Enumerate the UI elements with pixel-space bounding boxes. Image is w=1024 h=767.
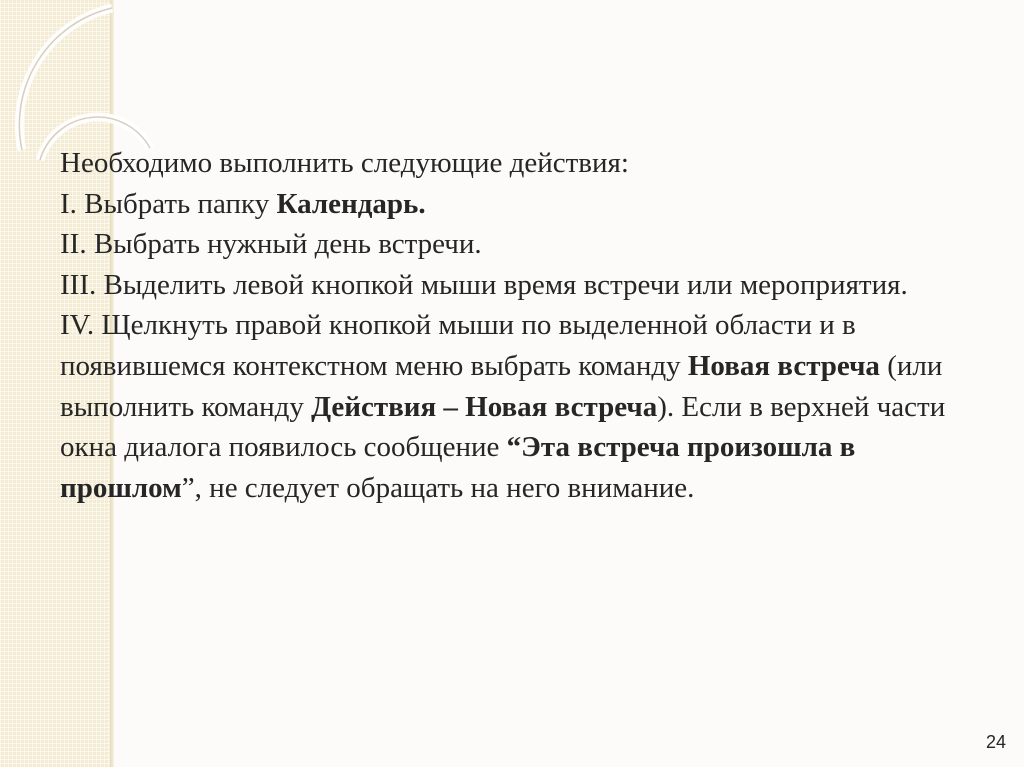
actions-new-meeting-term: Действия – Новая встреча <box>311 390 658 423</box>
new-meeting-term: Новая встреча <box>687 349 880 382</box>
page-number: 24 <box>985 732 1006 752</box>
intro-line: Необходимо выполнить следующие действия: <box>60 147 629 179</box>
calendar-folder-term: Календарь <box>276 187 419 220</box>
past-meeting-message: “Эта встреча произошла в прошлом <box>60 431 856 504</box>
step-4: IV. Щелкнуть правой кнопкой мыши по выделенной области и в появившемся контекстном меню выбрать команду Новая встреча (или выполнить команду Действия – Новая встреча). Если в верхней части окна диалога появилось сообщение “Эта встреча произошла в прошлом”, не следует обращать на него внимание. <box>60 309 946 504</box>
slide-body-text <box>60 143 965 508</box>
step-1: I. Выбрать папку Календарь. <box>60 187 426 220</box>
step-2: II. Выбрать нужный день встречи. <box>60 228 482 261</box>
step-3: III. Выделить левой кнопкой мыши время встречи или мероприятия. <box>60 268 908 301</box>
